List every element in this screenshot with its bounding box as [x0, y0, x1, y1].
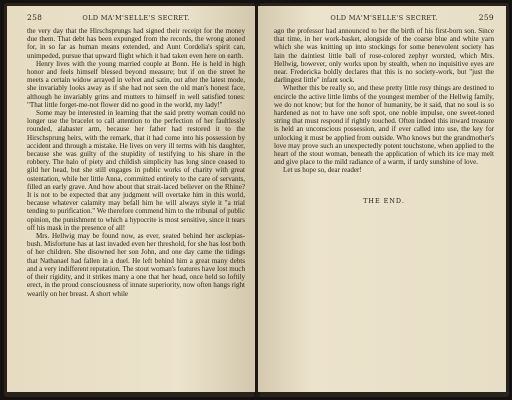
open-book — [4, 3, 509, 397]
left-page-header — [27, 11, 245, 27]
right-running-head: OLD MA'M'SELLE'S SECRET. — [330, 13, 438, 22]
left-running-head: OLD MA'M'SELLE'S SECRET. — [82, 13, 190, 22]
left-paragraph: Some may be interested in learning that the said pretty woman could no longer use the bracelet to call attention to the perfection of her faultlessly rounded, alabaster arm, because her father had restored it to the Hirschsprung heirs, with the remark, that it had come into his possession by accident and through a mistake. He lives on very ill terms with his daughter, because she was guilty of the stupidity of testifying to his share in the robbery. The halo of piety and childish simplicity has long since ceased to gild her head, but she still engages in public works of charity with great ostentation, while her little Anna, committed entirely to the care of servants, filled an early grave. And how about that strait-laced believer on the Rhine? It is not to be expected that any judgment will overtake him in this world, because whatever calamity may befall him he will always style it "a trial tending to purification." We therefore commend him to the tribunal of public opinion, the punishment to which a hypocrite is most sensitive, since it tears off his mask in the presence of all! — [27, 109, 245, 232]
right-page-header — [274, 11, 494, 27]
left-page-number: 258 — [27, 13, 43, 22]
right-paragraph: Let us hope so, dear reader! — [283, 166, 362, 175]
right-page — [258, 6, 506, 392]
right-paragraph: Whether this be really so, and these pretty little rosy things are destined to encircle the active little limbs of the youngest member of the Hellwig family, we do not know; but for the honor of humanity, be it said, that no soul is so hardened as not to have one soft spot, one noble impulse, one sweet-toned string that must respond if rightly touched. Often indeed this inward treasure is held an unconscious possession, and if ever called into use, the key for unlocking it must be applied from outside. Who knows but the grandmother's love may prove such an unexpectedly potent touchstone, when applied to the heart of the stout woman, beneath the application of which its ice may melt and give place to the mild radiance of a warm, if tardy sunshine of love. — [274, 84, 494, 167]
right-paragraph: ago the professor had announced to her the birth of his first-born son. Since that time, in her work-basket, alongside of the coarse blue and white yarn which she was knitting up into stockings for some benevolent society has lain the daintiest little ball of rose-colored zephyr worsted, which Mrs. Hellwig, however, only works upon by stealth, when no inquisitive eyes are near. Fredericka boldly declares that this is no society-work, but "just the darlingest little" infant sock. — [274, 27, 494, 85]
right-page-number: 259 — [478, 13, 494, 22]
the-end-label: THE END. — [363, 196, 405, 205]
right-page-body — [274, 27, 494, 175]
left-page-body — [27, 27, 245, 298]
left-paragraph: Henry lives with the young married couple at Bonn. He is held in high honor and feels himself blessed beyond measure; but if on the street he meets a certain widow arrayed in velvet and satin, out after the latest mode, she invariably looks away as if she had not seen the old man's honest face, although he invariably grins and mutters to himself in well satisfied tones: "That little forget-me-not flower did no good in the world, my lady!" — [27, 59, 245, 109]
left-paragraph: the very day that the Hirschsprungs had signed their receipt for the money due them. That debt has been expunged from the records, the wrong atoned for, in so far as human means extended, and Aunt Cordelia's spirit can, unimpeded, pursue that upward flight which it had taken even here on earth. — [27, 27, 245, 60]
left-paragraph: Mrs. Hellwig may be found now, as ever, seated behind her asclepias-bush. Misfortune has at last invaded even her threshold, for she has lost both of her children. She disowned her son John, and one day came the tidings that Nathanael had fallen in a duel. He left behind him a great many debts and a very indifferent reputation. The stout woman's features have lost much of their rigidity, and it strikes many a one that her head, once held so loftily erect, in the proud consciousness of innate superiority, now often hangs right wearily on her breast. A short while — [27, 232, 246, 298]
left-page — [7, 6, 255, 392]
